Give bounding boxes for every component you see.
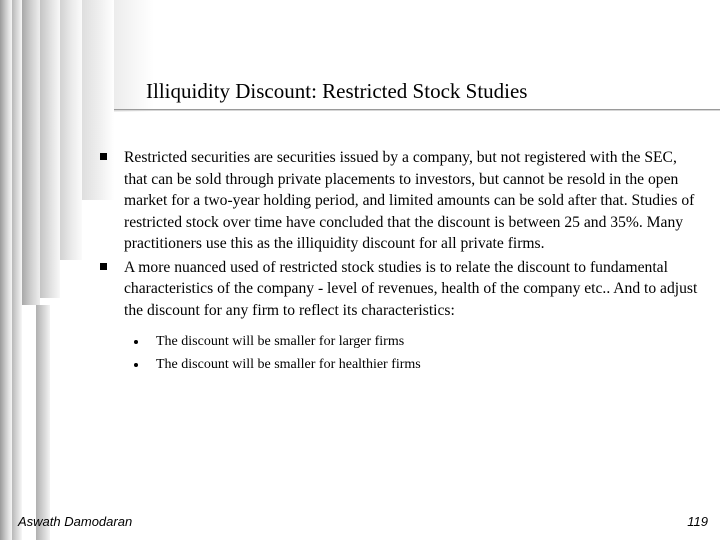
square-bullet-icon [100,263,107,270]
decor-bar [36,305,50,540]
bullet-list [100,147,700,378]
bullet-item [100,147,700,255]
decor-bar [40,0,60,298]
sub-bullet-list [124,330,700,376]
decor-bar [12,0,22,540]
bullet-text: Restricted securities are securities issued by a company, but not registered with the SEC, that can be sold through private placements to investors, but cannot be resold in the open market for a two-year holding period, and limited amounts can be sold after that. Studies of restricted stock over time have concluded that the discount is between 25 and 35%. Many practitioners use this as the illiquidity discount for all private firms. [124,149,695,252]
sub-bullet-item [124,353,700,376]
footer-author: Aswath Damodaran [18,514,133,529]
decor-bar [0,0,12,540]
page-number: 119 [687,514,708,529]
title-divider [114,109,720,110]
square-bullet-icon [100,153,107,160]
sub-bullet-text: The discount will be smaller for larger firms [156,334,405,349]
bullet-item [100,257,700,377]
round-bullet-icon [134,363,138,367]
decor-bar [60,0,82,260]
round-bullet-icon [134,340,138,344]
sub-bullet-item [124,330,700,353]
sub-bullet-text: The discount will be smaller for healthier firms [156,357,421,372]
bullet-text: A more nuanced used of restricted stock studies is to relate the discount to fundamental characteristics of the company - level of revenues, health of the company etc.. And to adjust the discount for any firm to reflect its characteristics: [124,258,698,319]
slide-title: Illiquidity Discount: Restricted Stock Studies [146,79,528,103]
decor-bar [22,0,40,305]
